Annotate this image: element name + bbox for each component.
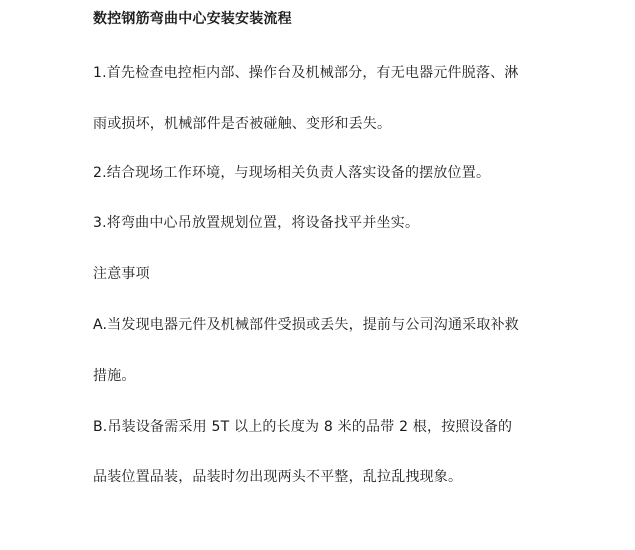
note-a-line-1: A.当发现电器元件及机械部件受损或丢失，提前与公司沟通采取补救: [93, 317, 519, 333]
notes-heading: 注意事项: [93, 266, 150, 282]
note-b-line-2: 品装位置品装，品装时勿出现两头不平整，乱拉乱拽现象。: [93, 469, 463, 485]
paragraph-step-2: 2.结合现场工作环境，与现场相关负责人落实设备的摆放位置。: [93, 165, 491, 181]
paragraph-step-1-line-1: 1.首先检查电控柜内部、操作台及机械部分，有无电器元件脱落、淋: [93, 65, 519, 81]
paragraph-step-1-line-2: 雨或损坏，机械部件是否被碰触、变形和丢失。: [93, 116, 392, 132]
note-a-line-2: 措施。: [93, 368, 136, 384]
paragraph-step-3: 3.将弯曲中心吊放置规划位置，将设备找平并坐实。: [93, 215, 420, 231]
note-b-line-1: B.吊装设备需采用 5T 以上的长度为 8 米的品带 2 根，按照设备的: [93, 419, 513, 435]
document-title: 数控钢筋弯曲中心安装安装流程: [93, 11, 292, 27]
